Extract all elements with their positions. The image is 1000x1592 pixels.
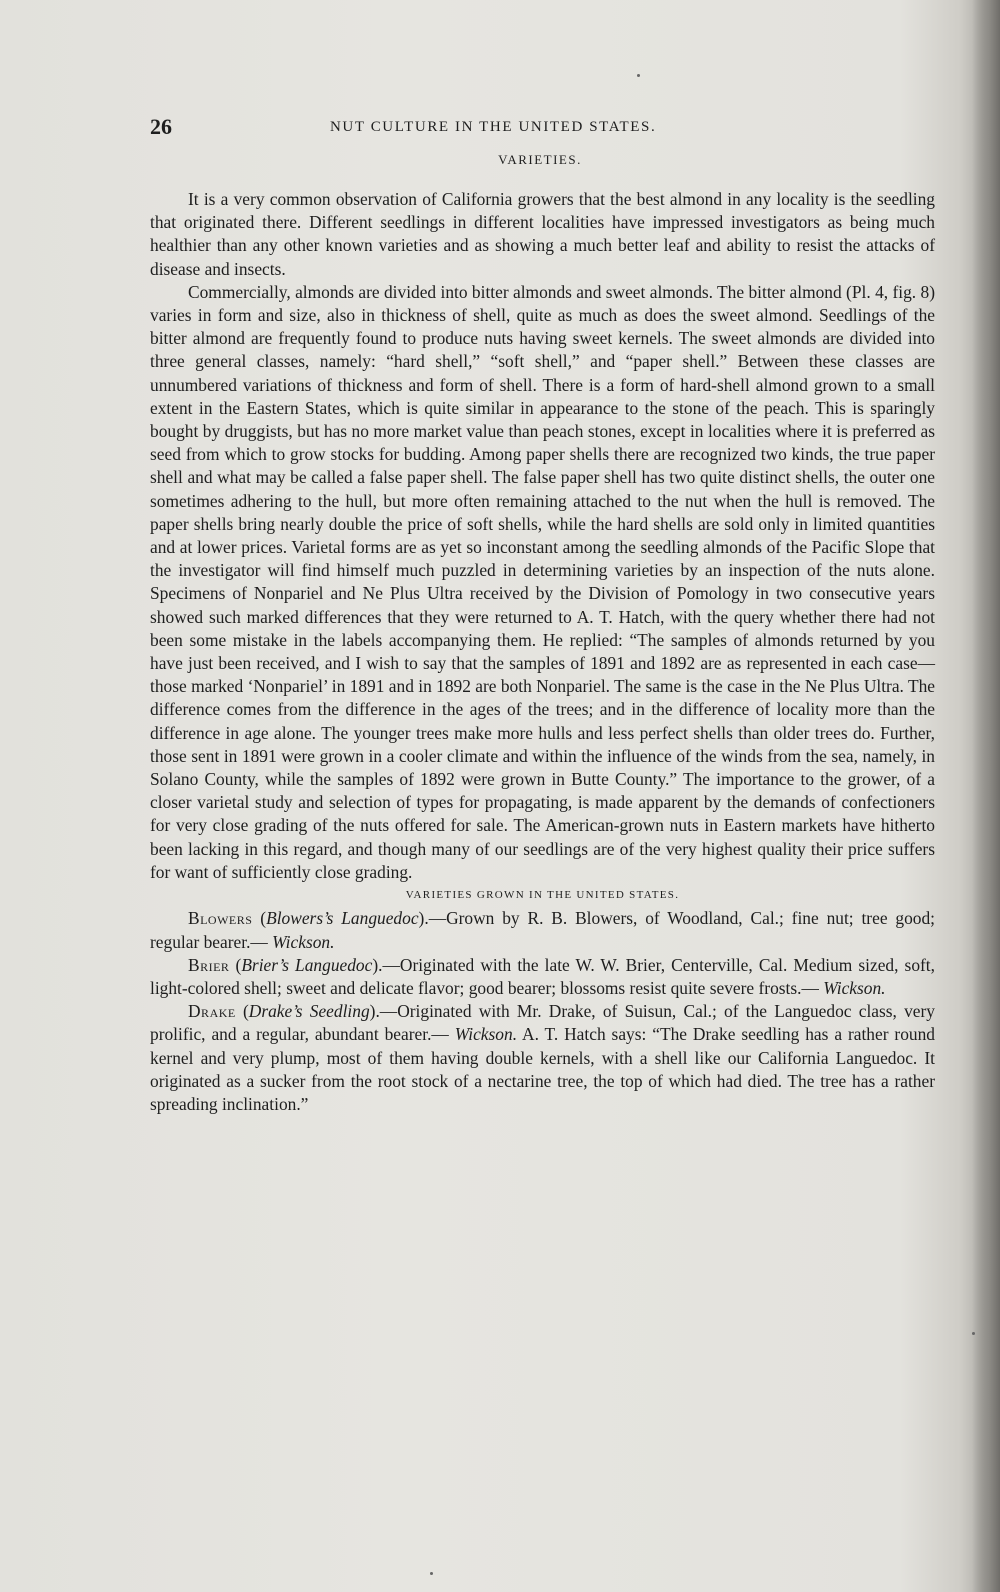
variety-description: .—Originated with the late W. W. Brier, Centerville, Cal. Medium sized, soft, light-colored shell; sweet and delicate flavor; good bearer; blossoms resist quite severe frosts.— <box>150 954 935 998</box>
paper-speck <box>972 1332 975 1335</box>
body-text <box>150 188 935 1116</box>
page-number: 26 <box>150 114 172 139</box>
variety-name: Brier <box>188 954 230 975</box>
variety-authority: Wickson. <box>272 931 335 952</box>
variety-synonym: Brier’s Languedoc <box>241 954 373 975</box>
running-head: NUT CULTURE IN THE UNITED STATES. <box>330 118 657 135</box>
paragraph: It is a very common observation of California growers that the best almond in any locality is the seedling that originated there. Different seedlings in different localities have impressed investigators as being much healthier than any other known varieties and as showing a much better leaf and ability to resist the attacks of disease and insects. <box>150 189 935 279</box>
variety-authority: Wickson. <box>823 977 886 998</box>
variety-entry: Blowers (Blowers’s Languedoc).—Grown by R. B. Blowers, of Woodland, Cal.; fine nut; tree good; regular bearer.— Wickson. <box>150 908 936 952</box>
variety-authority: Wickson. <box>454 1024 518 1045</box>
variety-name: Drake <box>188 1001 236 1022</box>
variety-description: .—Originated with Mr. Drake, of Suisun, Cal.; of the Languedoc class, very prolific, and a regular, abundant bearer.— <box>150 1001 936 1045</box>
paragraph: Commercially, almonds are divided into bitter almonds and sweet almonds. The bitter almond (Pl. 4, fig. 8) varies in form and size, also in thickness of shell, quite as much as does the sweet almond. Seedlings of the bitter almond are frequently found to produce nuts having sweet kernels. The sweet almonds are divided into three general classes, namely: “hard shell,” “soft shell,” and “paper shell.” Between these classes are unnumbered variations of thickness and form of shell. There is a form of hard-shell almond grown to a small extent in the Eastern States, which is quite similar in appearance to the stone of the peach. This is sparingly bought by druggists, but has no more market value than peach stones, except in localities where it is preferred as seed from which to grow stocks for budding. Among paper shells there are recognized two kinds, the true paper shell and what may be called a false paper shell. The false paper shell has two quite distinct shells, the outer one sometimes adhering to the hull, but more often remaining attached to the nut when the hull is removed. The paper shells bring nearly double the price of soft shells, while the hard shells are sold only in limited quantities and at lower prices. Varietal forms are as yet so inconstant among the seedling almonds of the Pacific Slope that the investigator will find himself much puzzled in determining varieties by an inspection of the nuts alone. Specimens of Nonpariel and Ne Plus Ultra received by the Division of Pomology in two consecutive years showed such marked differences that they were returned to A. T. Hatch, with the query whether there had not been some mistake in the labels accompanying them. He replied: “The samples of almonds returned by you have just been received, and I wish to say that the samples of 1891 and 1892 are as represented in each case—those marked ‘Nonpariel’ in 1891 and in 1892 are both Nonpariel. The same is the case in the Ne Plus Ultra. The difference comes from the difference in the ages of the trees; and in the difference of locality more than the difference in age alone. The younger trees make more hulls and less perfect shells than older trees do. Further, those sent in 1891 were grown in a cooler climate and within the influence of the winds from the sea, namely, in Solano County, while the samples of 1892 were grown in Butte County.” The importance to the grower, of a closer varietal study and selection of types for propagating, is made apparent by the demands of confectioners for very close grading of the nuts offered for sale. The American-grown nuts in Eastern markets have hitherto been lacking in this regard, and though many of our seedlings are of the very highest quality their price suffers for want of sufficiently close grading. <box>150 281 935 882</box>
book-spine-shadow <box>972 0 1000 1592</box>
paper-speck <box>430 1572 433 1575</box>
section-title: VARIETIES. <box>498 152 582 167</box>
page-header <box>150 112 730 142</box>
variety-synonym: Blowers’s Languedoc <box>266 908 419 929</box>
variety-name: Blowers <box>188 908 253 929</box>
variety-entry: Drake (Drake’s Seedling).—Originated with Mr. Drake, of Suisun, Cal.; of the Languedoc class, very prolific, and a regular, abundant bearer.— Wickson. A. T. Hatch says: “The Drake seedling has a rather round kernel and very plump, most of them having double kernels, with a shell like our California Languedoc. It originated as a sucker from the root stock of a nectarine tree, the top of which had died. The tree has a rather spreading inclination.” <box>150 1001 936 1114</box>
variety-description: .—Grown by R. B. Blowers, of Woodland, Cal.; fine nut; tree good; regular bearer.— <box>150 908 936 952</box>
subheading: VARIETIES GROWN IN THE UNITED STATES. <box>405 889 680 902</box>
variety-extra: A. T. Hatch says: “The Drake seedling has a rather round kernel and very plump, most of them having double kernels, with a shell like our California Languedoc. It originated as a sucker from the root stock of a nectarine tree, the top of which had died. The tree has a rather spreading inclination.” <box>150 1024 935 1114</box>
paper-speck <box>637 74 640 77</box>
variety-synonym: Drake’s Seedling <box>248 1001 370 1022</box>
variety-entry: Brier (Brier’s Languedoc).—Originated with the late W. W. Brier, Centerville, Cal. Medium sized, soft, light-colored shell; sweet and delicate flavor; good bearer; blossoms resist quite severe frosts.— Wickson. <box>150 954 935 998</box>
